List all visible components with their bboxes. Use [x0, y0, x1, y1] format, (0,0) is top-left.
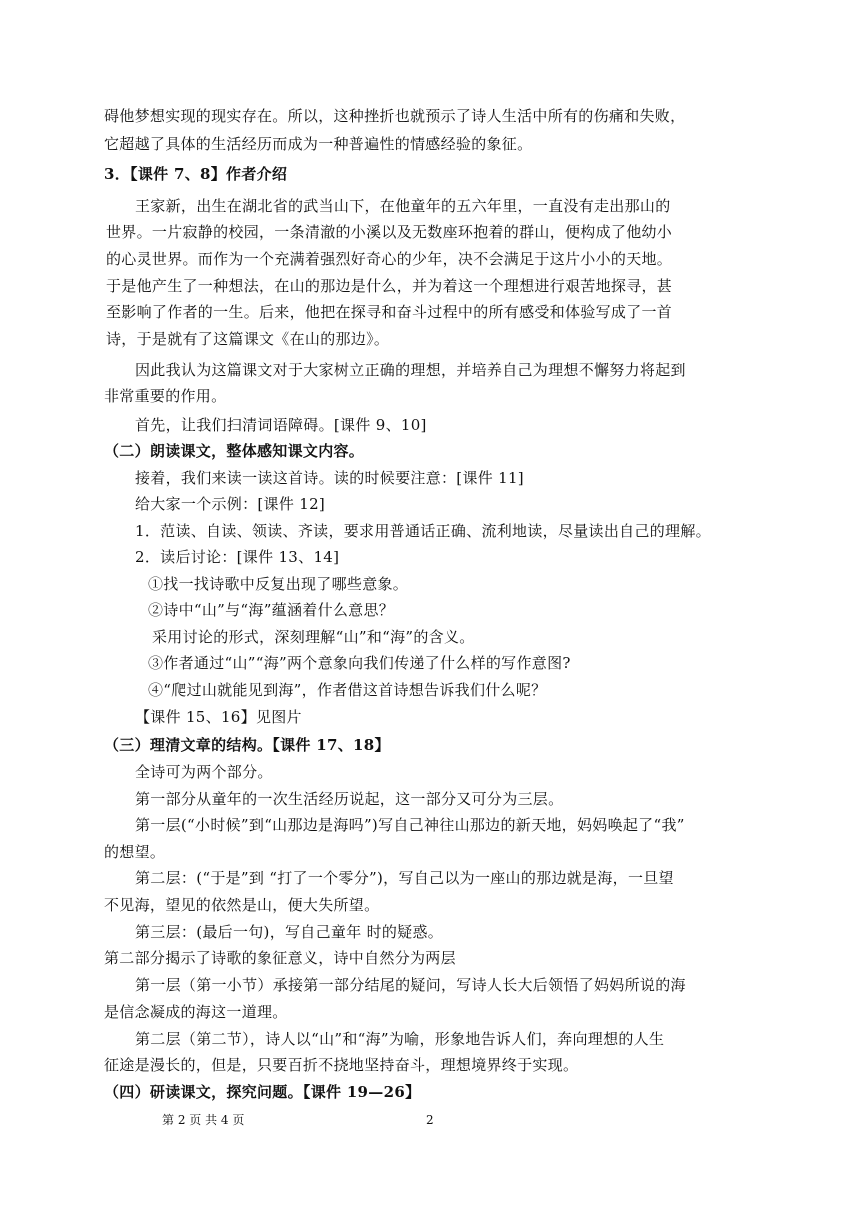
text-line: 首先，让我们扫清词语障碍。[课件 9、10] — [135, 416, 427, 434]
text-line: 全诗可为两个部分。 — [135, 763, 273, 781]
section-heading: （二）朗读课文，整体感知课文内容。 — [104, 442, 365, 460]
text-line: 不见海，望见的依然是山，便大失所望。 — [104, 896, 380, 914]
text-line: 第一层(“小时候”到“山那边是海吗”)写自己神往山那边的新天地，妈妈唤起了“我” — [135, 816, 685, 834]
text-line: 【课件 15、16】见图片 — [135, 708, 302, 726]
text-line: 接着，我们来读一读这首诗。读的时候要注意：[课件 11] — [135, 469, 524, 487]
section-heading: （三）理清文章的结构。【课件 17、18】 — [104, 736, 390, 754]
text-line: 采用讨论的形式，深刻理解“山”和“海”的含义。 — [152, 628, 475, 646]
page-number: 2 — [426, 1113, 434, 1127]
text-line: 第二层（第二节），诗人以“山”和“海”为喻，形象地告诉人们，奔向理想的人生 — [135, 1030, 665, 1048]
text-line: 它超越了具体的生活经历而成为一种普遍性的情感经验的象征。 — [104, 135, 533, 153]
text-line: 1．范读、自读、领读、齐读，要求用普通话正确、流利地读，尽量读出自己的理解。 — [135, 522, 711, 540]
text-line: 是信念凝成的海这一道理。 — [104, 1003, 288, 1021]
text-line: 第二层：(“于是”到 “打了一个零分”)，写自己以为一座山的那边就是海，一旦望 — [135, 869, 674, 887]
text-line: 世界。一片寂静的校园，一条清澈的小溪以及无数座环抱着的群山，便构成了他幼小 — [106, 223, 673, 241]
text-line: 征途是漫长的，但是，只要百折不挠地坚持奋斗，理想境界终于实现。 — [104, 1056, 579, 1074]
text-line: 第三层：(最后一句)，写自己童年 时的疑惑。 — [135, 923, 444, 941]
text-line: ③作者通过“山”“海”两个意象向我们传递了什么样的写作意图? — [148, 654, 571, 672]
text-line: 的想望。 — [104, 843, 166, 861]
text-line: 因此我认为这篇课文对于大家树立正确的理想，并培养自己为理想不懈努力将起到 — [135, 361, 686, 379]
text-line: 第一部分从童年的一次生活经历说起，这一部分又可分为三层。 — [135, 790, 564, 808]
text-line: 第二部分揭示了诗歌的象征意义，诗中自然分为两层 — [104, 949, 456, 967]
text-line: ④“爬过山就能见到海”，作者借这首诗想告诉我们什么呢？ — [148, 681, 547, 699]
section-heading: （四）研读课文，探究问题。【课件 19—26】 — [104, 1083, 421, 1101]
text-line: 非常重要的作用。 — [104, 387, 227, 405]
text-line: 王家新，出生在湖北省的武当山下，在他童年的五六年里，一直没有走出那山的 — [135, 197, 671, 215]
text-line: 2．读后讨论：[课件 13、14] — [135, 548, 340, 566]
text-line: 给大家一个示例：[课件 12] — [135, 495, 326, 513]
text-line: 于是他产生了一种想法，在山的那边是什么，并为着这一个理想进行艰苦地探寻，甚 — [106, 277, 673, 295]
text-line: ①找一找诗歌中反复出现了哪些意象。 — [148, 575, 409, 593]
text-line: 碍他梦想实现的现实存在。所以，这种挫折也就预示了诗人生活中所有的伤痛和失败， — [104, 107, 686, 125]
text-line: 诗，于是就有了这篇课文《在山的那边》。 — [106, 330, 390, 348]
text-line: 至影响了作者的一生。后来，他把在探寻和奋斗过程中的所有感受和体验写成了一首 — [106, 303, 673, 321]
text-line: 第一层（第一小节）承接第一部分结尾的疑问，写诗人长大后领悟了妈妈所说的海 — [135, 976, 686, 994]
text-line: 的心灵世界。而作为一个充满着强烈好奇心的少年，决不会满足于这片小小的天地。 — [106, 250, 673, 268]
page-label: 第 2 页 共 4 页 — [162, 1113, 245, 1127]
text-line: ②诗中“山”与“海”蕴涵着什么意思？ — [148, 601, 395, 619]
section-heading: 3．【课件 7、8】作者介绍 — [104, 165, 288, 183]
